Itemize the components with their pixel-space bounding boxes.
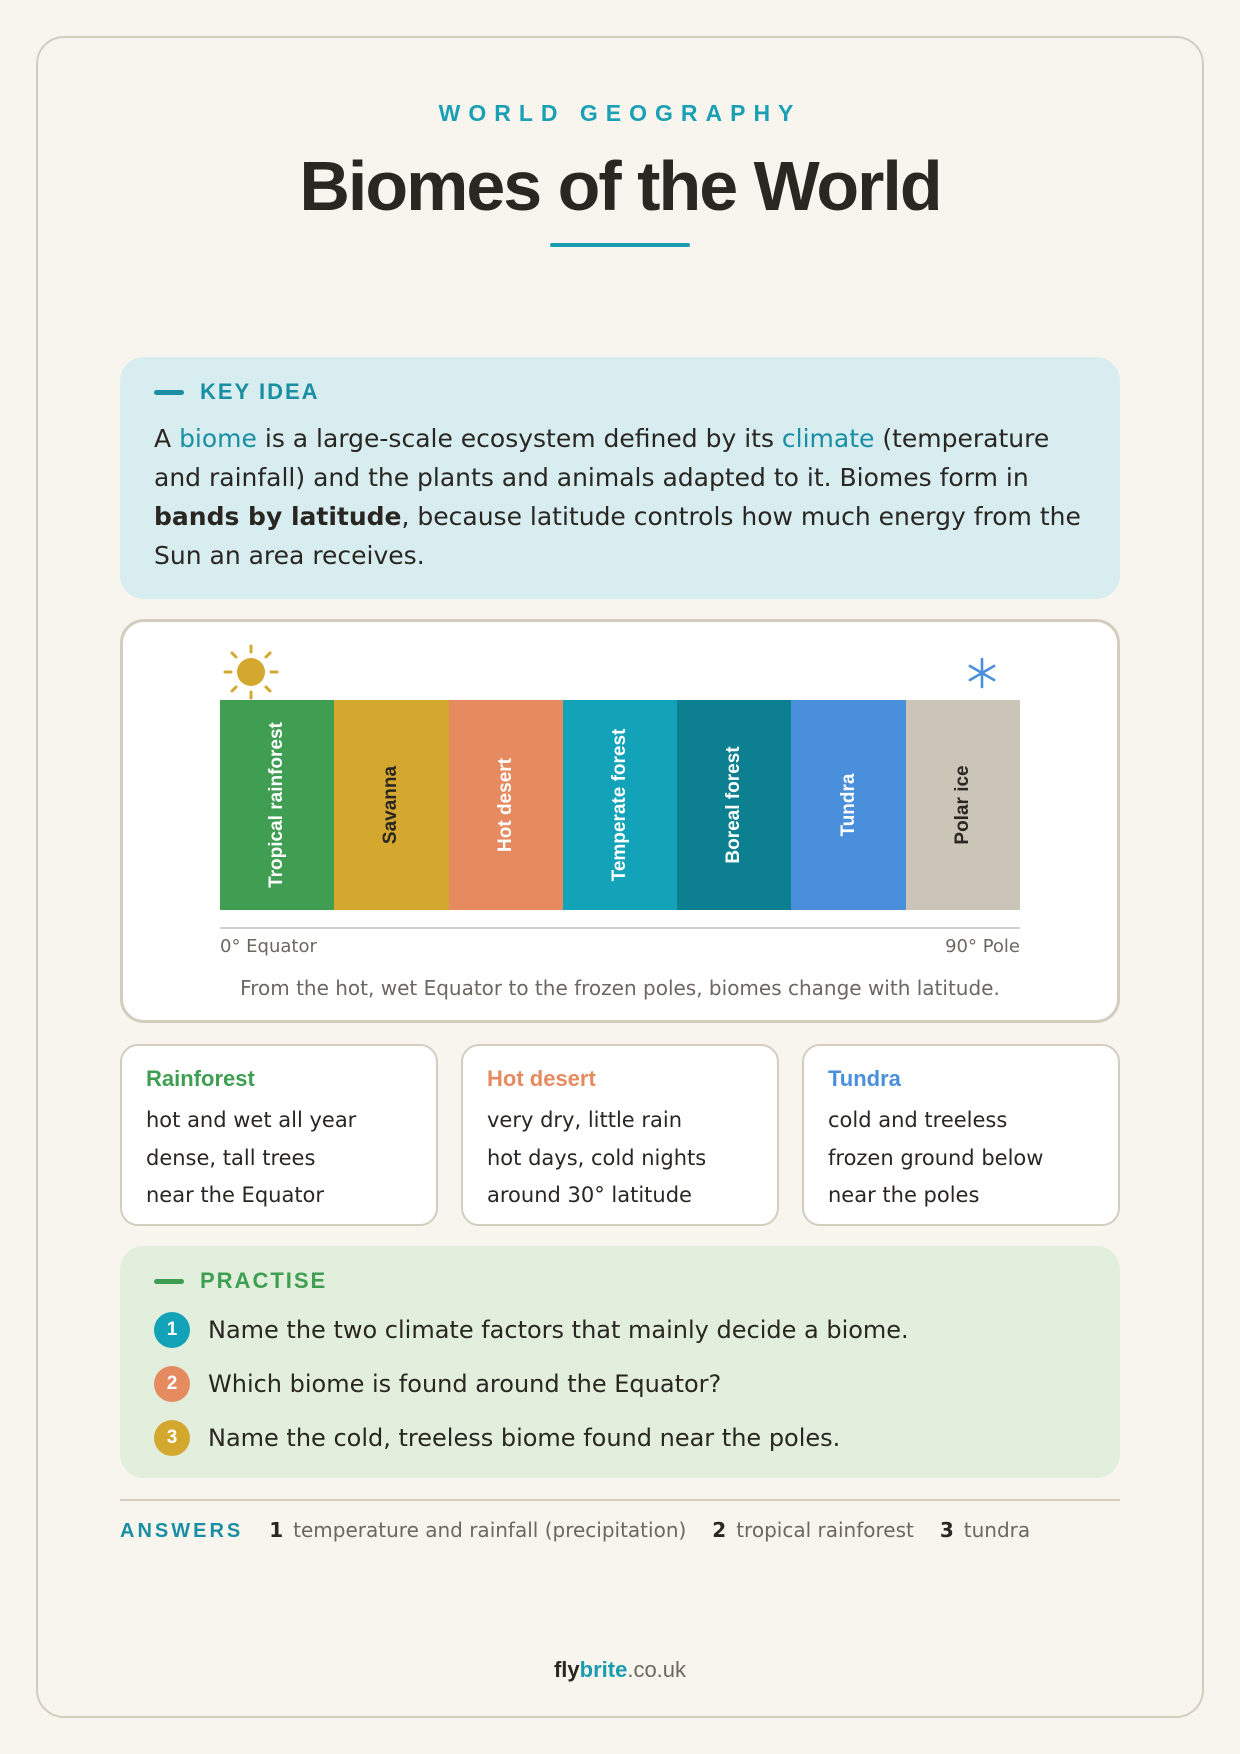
key-text-part: , because latitude controls how much energy from the Sun an area receives. xyxy=(154,502,1081,570)
question-number-badge: 1 xyxy=(154,1312,190,1348)
dash-icon xyxy=(154,390,184,395)
answer-number: 2 xyxy=(712,1518,727,1542)
page-title: Biomes of the World xyxy=(299,147,941,225)
card-title: Rainforest xyxy=(146,1066,255,1091)
practise-label: PRACTISE xyxy=(200,1268,328,1293)
practise-header xyxy=(154,1268,327,1294)
footer-brand xyxy=(0,1657,1240,1683)
key-text-part: (temperature and rainfall) and the plants and animals adapted to it. Biomes form in xyxy=(154,424,1050,492)
answers-row xyxy=(120,1518,1056,1543)
brand-fly: fly xyxy=(553,1657,580,1682)
band-label: Polar ice xyxy=(951,765,973,845)
answer-item xyxy=(712,1518,914,1542)
key-idea-header xyxy=(154,379,320,405)
axis-label-pole: 90° Pole xyxy=(945,936,1020,957)
question-number-badge: 2 xyxy=(154,1366,190,1402)
question-number-badge: 3 xyxy=(154,1420,190,1456)
brand-tld: .co.uk xyxy=(627,1657,687,1682)
sun-icon xyxy=(223,644,279,700)
axis-label-equator: 0° Equator xyxy=(220,936,317,957)
term-climate: climate xyxy=(781,424,875,453)
question-text: Which biome is found around the Equator? xyxy=(208,1370,722,1398)
card-facts xyxy=(828,1102,1043,1215)
answer-number: 3 xyxy=(939,1518,954,1542)
band-label: Hot desert xyxy=(494,758,516,852)
band-boreal-forest xyxy=(677,700,791,910)
answer-number: 1 xyxy=(269,1518,284,1542)
card-fact: dense, tall trees xyxy=(146,1145,316,1170)
band-tropical-rainforest xyxy=(220,700,334,910)
card-fact: cold and treeless xyxy=(828,1108,1008,1132)
band-hot-desert xyxy=(449,700,563,910)
question-text: Name the cold, treeless biome found near the poles. xyxy=(208,1424,841,1452)
card-fact: around 30° latitude xyxy=(487,1183,692,1207)
band-savanna xyxy=(334,700,448,910)
question-text: Name the two climate factors that mainly decide a biome. xyxy=(208,1316,909,1344)
question-item xyxy=(154,1364,721,1404)
key-idea-panel xyxy=(120,357,1120,599)
band-label: Boreal forest xyxy=(723,746,745,864)
band-label: Temperate forest xyxy=(608,728,630,882)
key-idea-label: KEY IDEA xyxy=(200,379,320,404)
question-item xyxy=(154,1418,840,1458)
band-temperate-forest xyxy=(563,700,677,910)
question-item xyxy=(154,1310,909,1350)
key-idea-text xyxy=(154,419,1094,575)
key-text-part: A xyxy=(154,424,180,453)
card-rainforest xyxy=(120,1044,438,1226)
card-tundra xyxy=(802,1044,1120,1226)
practise-panel xyxy=(120,1246,1120,1478)
card-fact: near the Equator xyxy=(146,1183,325,1207)
answer-item xyxy=(940,1518,1030,1542)
answer-item xyxy=(269,1518,686,1542)
term-biome: biome xyxy=(179,424,257,453)
latitude-axis xyxy=(220,927,1020,929)
card-title: Tundra xyxy=(828,1066,901,1091)
band-label: Tropical rainforest xyxy=(266,722,288,888)
diagram-caption: From the hot, wet Equator to the frozen poles, biomes change with latitude. xyxy=(240,976,1000,1000)
key-text-part: is a large-scale ecosystem defined by its xyxy=(256,424,782,453)
answers-divider xyxy=(120,1499,1120,1501)
card-title: Hot desert xyxy=(487,1066,596,1091)
eyebrow: WORLD GEOGRAPHY xyxy=(438,100,802,126)
band-tundra xyxy=(791,700,905,910)
card-fact: very dry, little rain xyxy=(487,1108,683,1132)
title-divider xyxy=(550,243,690,247)
card-hot-desert xyxy=(461,1044,779,1226)
card-fact: near the poles xyxy=(828,1183,980,1207)
card-fact: hot and wet all year xyxy=(146,1108,357,1132)
band-polar-ice xyxy=(906,700,1020,910)
brand-brite: brite xyxy=(579,1657,628,1682)
answer-text: tropical rainforest xyxy=(736,1518,914,1542)
band-label: Tundra xyxy=(837,773,859,837)
card-facts xyxy=(146,1102,356,1215)
snowflake-icon xyxy=(966,657,998,689)
biome-diagram xyxy=(120,619,1120,1023)
answers-label: ANSWERS xyxy=(120,1520,244,1542)
card-facts xyxy=(487,1102,706,1215)
card-fact: hot days, cold nights xyxy=(487,1145,707,1170)
latitude-bands xyxy=(220,700,1020,910)
term-bands-by-latitude: bands by latitude xyxy=(154,502,402,531)
answer-text: tundra xyxy=(963,1518,1031,1542)
dash-icon xyxy=(154,1279,184,1284)
answer-text: temperature and rainfall (precipitation) xyxy=(293,1518,687,1542)
band-label: Savanna xyxy=(380,765,402,845)
card-fact: frozen ground below xyxy=(828,1145,1044,1170)
